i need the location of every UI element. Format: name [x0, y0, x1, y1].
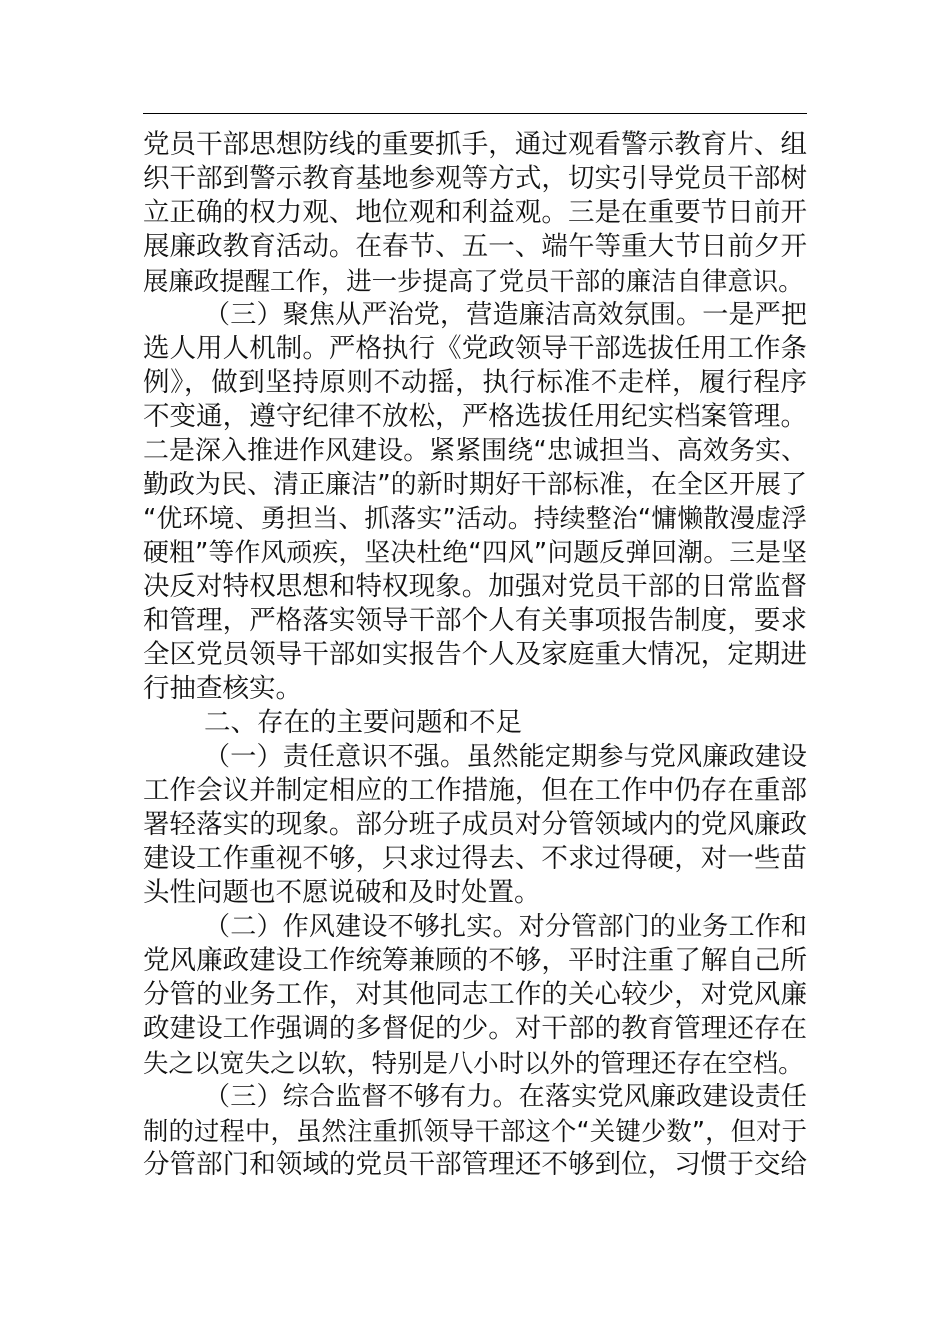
- text-line: 党风廉政建设工作统筹兼顾的不够，平时注重了解自己所: [143, 945, 807, 976]
- paragraph-start-line: （一）责任意识不强。虽然能定期参与党风廉政建设: [204, 742, 807, 772]
- text-line: 行抽查核实。: [143, 673, 302, 704]
- text-line: 选人用人机制。严格执行《党政领导干部选拔任用工作条: [143, 333, 807, 364]
- text-line: 二是深入推进作风建设。紧紧围绕“忠诚担当、高效务实、: [143, 436, 807, 466]
- paragraph-start-line: （三）聚焦从严治党，营造廉洁高效氛围。一是严把: [204, 300, 807, 330]
- paragraph-start-line: （三）综合监督不够有力。在落实党风廉政建设责任: [204, 1082, 807, 1112]
- text-line: 政建设工作强调的多督促的少。对干部的教育管理还存在: [143, 1013, 807, 1044]
- text-line: 不变通，遵守纪律不放松，严格选拔任用纪实档案管理。: [143, 401, 807, 432]
- section-heading: 二、存在的主要问题和不足: [204, 707, 522, 738]
- text-line: 建设工作重视不够，只求过得去、不求过得硬，对一些苗: [143, 843, 807, 874]
- text-line: 决反对特权思想和特权现象。加强对党员干部的日常监督: [143, 571, 807, 602]
- text-line: 全区党员领导干部如实报告个人及家庭重大情况，定期进: [143, 639, 807, 670]
- text-line: 例》，做到坚持原则不动摇，执行标准不走样，履行程序: [143, 367, 807, 398]
- text-line: “优环境、勇担当、抓落实”活动。持续整治“慵懒散漫虚浮: [143, 504, 807, 534]
- text-line: 立正确的权力观、地位观和利益观。三是在重要节日前开: [143, 197, 807, 228]
- text-line: 和管理，严格落实领导干部个人有关事项报告制度，要求: [143, 605, 807, 636]
- text-line: 分管的业务工作，对其他同志工作的关心较少，对党风廉: [143, 979, 807, 1010]
- text-line: 署轻落实的现象。部分班子成员对分管领域内的党风廉政: [143, 809, 807, 840]
- header-rule: [143, 113, 807, 114]
- text-line: 硬粗”等作风顽疾，坚决杜绝“四风”问题反弹回潮。三是坚: [143, 538, 807, 568]
- document-body: [143, 128, 807, 1182]
- text-line: 党员干部思想防线的重要抓手，通过观看警示教育片、组: [143, 129, 807, 160]
- text-line: 分管部门和领域的党员干部管理还不够到位，习惯于交给: [143, 1149, 807, 1180]
- text-line: 展廉政教育活动。在春节、五一、端午等重大节日前夕开: [143, 231, 807, 262]
- text-line: 勤政为民、清正廉洁”的新时期好干部标准，在全区开展了: [143, 470, 807, 500]
- text-line: 失之以宽失之以软，特别是八小时以外的管理还存在空档。: [143, 1048, 804, 1078]
- text-line: 头性问题也不愿说破和及时处置。: [143, 877, 541, 908]
- text-line: 织干部到警示教育基地参观等方式，切实引导党员干部树: [143, 163, 807, 194]
- text-line: 制的过程中，虽然注重抓领导干部这个“关键少数”，但对于: [143, 1116, 807, 1146]
- text-line: 展廉政提醒工作，进一步提高了党员干部的廉洁自律意识。: [143, 266, 804, 296]
- paragraph-start-line: （二）作风建设不够扎实。对分管部门的业务工作和: [204, 912, 807, 942]
- text-line: 工作会议并制定相应的工作措施，但在工作中仍存在重部: [143, 775, 807, 806]
